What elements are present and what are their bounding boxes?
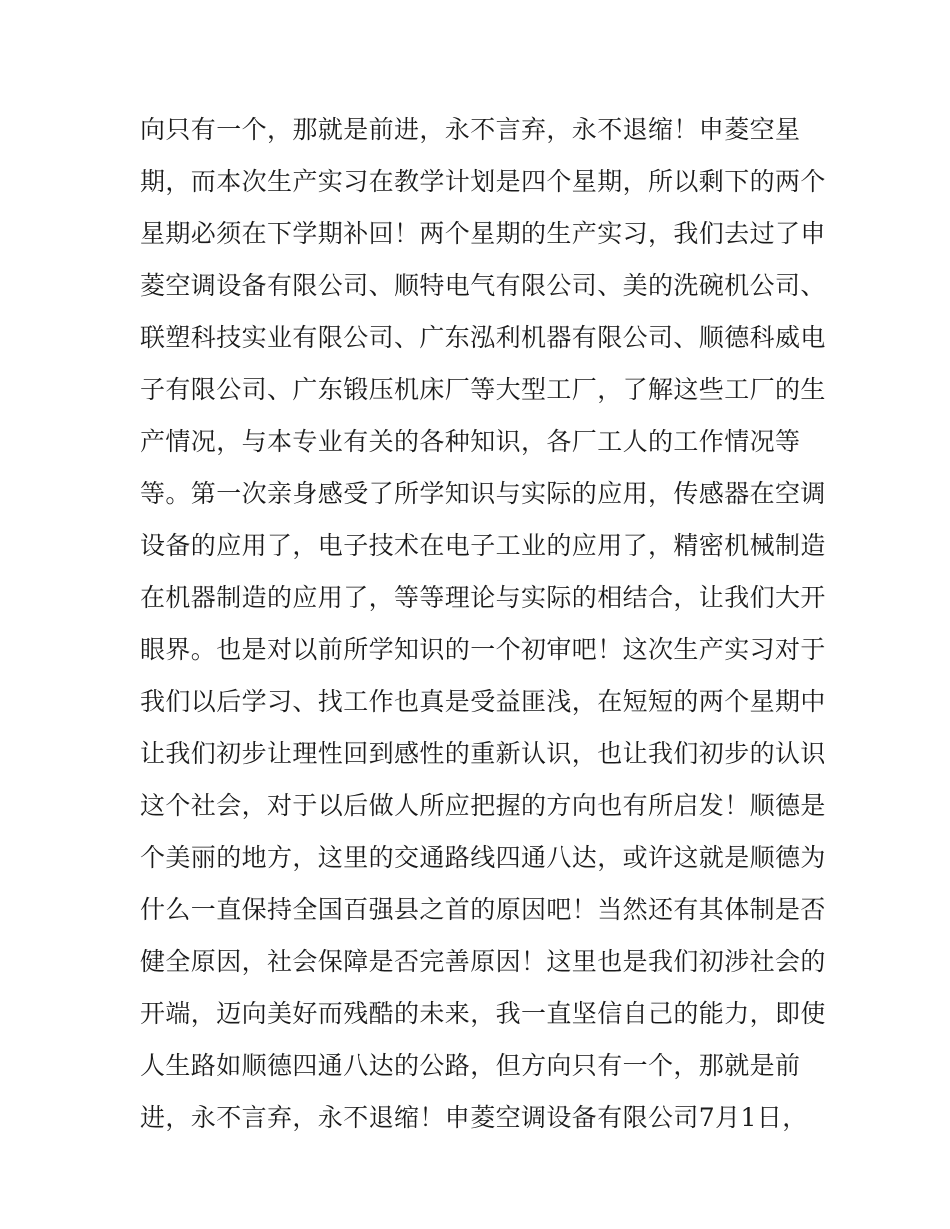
text-line: 向只有一个，那就是前进，永不言弃，永不退缩！申菱空星 (140, 115, 801, 144)
text-line: 这个社会，对于以后做人所应把握的方向也有所启发！顺德是 (140, 791, 826, 820)
text-line: 在机器制造的应用了，等等理论与实际的相结合，让我们大开 (140, 583, 826, 612)
text-line: 进，永不言弃，永不退缩！申菱空调设备有限公司7月1日， (140, 1103, 808, 1132)
text-line: 个美丽的地方，这里的交通路线四通八达，或许这就是顺德为 (140, 843, 826, 872)
text-line: 人生路如顺德四通八达的公路，但方向只有一个，那就是前 (140, 1051, 801, 1080)
text-line: 联塑科技实业有限公司、广东泓利机器有限公司、顺德科威电 (140, 323, 826, 352)
text-line: 开端，迈向美好而残酷的未来，我一直坚信自己的能力，即使 (140, 999, 826, 1028)
text-line: 子有限公司、广东锻压机床厂等大型工厂，了解这些工厂的生 (140, 375, 826, 404)
text-line: 星期必须在下学期补回！两个星期的生产实习，我们去过了申 (140, 219, 826, 248)
text-line: 等。第一次亲身感受了所学知识与实际的应用，传感器在空调 (140, 479, 826, 508)
text-line: 眼界。也是对以前所学知识的一个初审吧！这次生产实习对于 (140, 635, 826, 664)
body-text (140, 104, 830, 1144)
text-line: 让我们初步让理性回到感性的重新认识，也让我们初步的认识 (140, 739, 826, 768)
text-line: 我们以后学习、找工作也真是受益匪浅，在短短的两个星期中 (140, 687, 826, 716)
text-line: 什么一直保持全国百强县之首的原因吧！当然还有其体制是否 (140, 895, 826, 924)
text-line: 期，而本次生产实习在教学计划是四个星期，所以剩下的两个 (140, 167, 826, 196)
text-line: 健全原因，社会保障是否完善原因！这里也是我们初涉社会的 (140, 947, 826, 976)
text-line: 产情况，与本专业有关的各种知识，各厂工人的工作情况等 (140, 427, 801, 456)
text-line: 设备的应用了，电子技术在电子工业的应用了，精密机械制造 (140, 531, 826, 560)
text-line: 菱空调设备有限公司、顺特电气有限公司、美的洗碗机公司、 (140, 271, 826, 300)
